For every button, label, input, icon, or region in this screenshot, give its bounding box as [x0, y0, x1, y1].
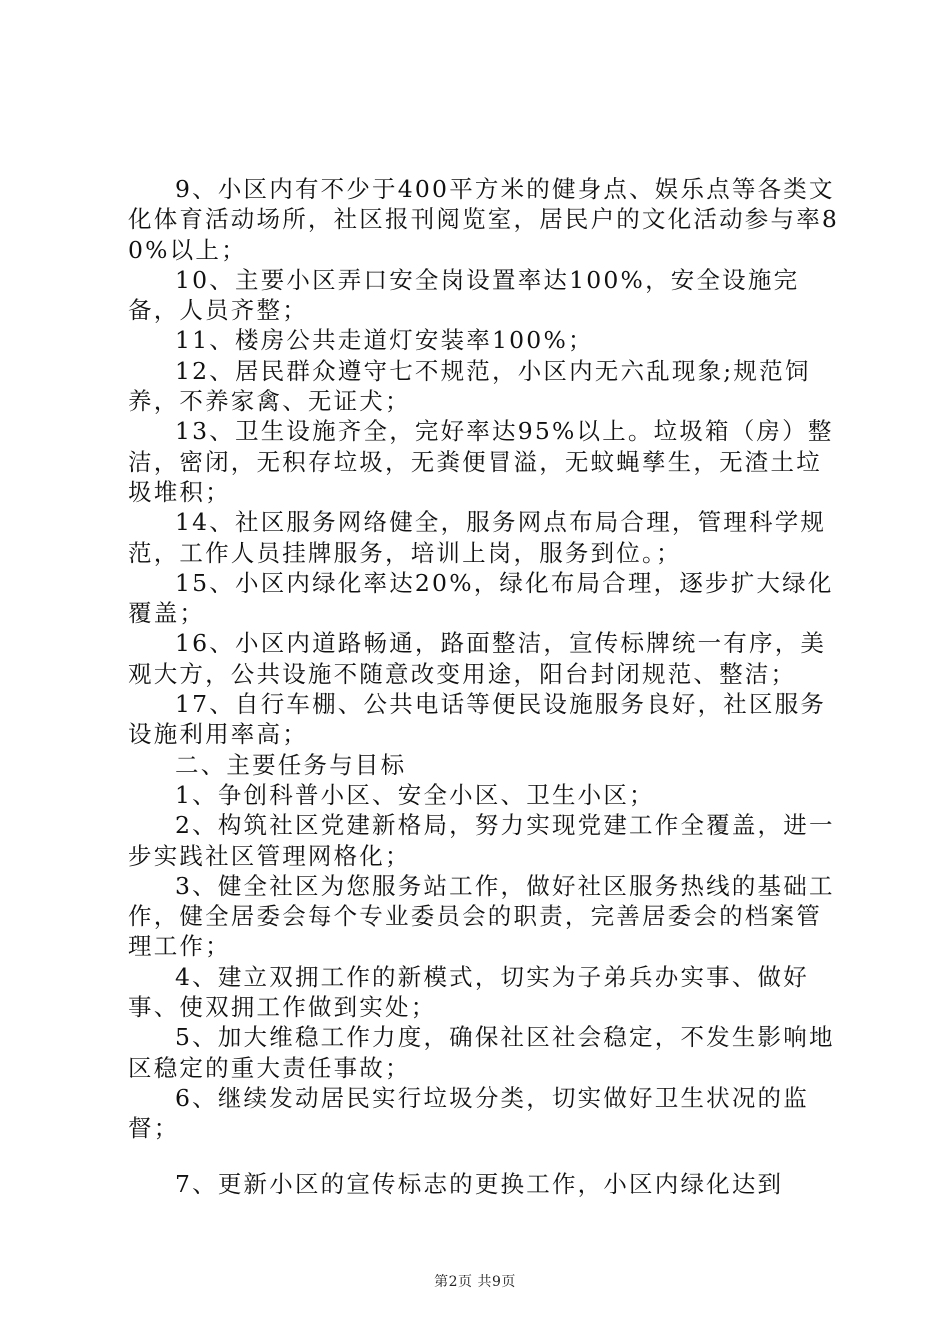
paragraph-spacer	[128, 1144, 840, 1169]
task-item-7: 7、更新小区的宣传标志的更换工作，小区内绿化达到	[175, 1169, 784, 1198]
paragraph-item-11: 11、楼房公共走道灯安装率100%；	[175, 326, 594, 355]
paragraph-item-15: 15、小区内绿化率达20%，绿化布局合理，逐步扩大绿化覆盖；	[128, 568, 834, 628]
document-body	[128, 174, 840, 1199]
paragraph-item-16: 16、小区内道路畅通，路面整洁，宣传标牌统一有序，美观大方，公共设施不随意改变用途，阳台封闭规范、整洁；	[128, 629, 827, 688]
paragraph-item-17: 17、自行车棚、公共电话等便民设施服务良好，社区服务设施利用率高；	[128, 690, 827, 749]
paragraph-item-10: 10、主要小区弄口安全岗设置率达100%，安全设施完备，人员齐整；	[128, 265, 800, 325]
task-item-2: 2、构筑社区党建新格局，努力实现党建工作全覆盖，进一步实践社区管理网格化；	[128, 811, 835, 870]
task-item-1: 1、争创科普小区、安全小区、卫生小区；	[175, 780, 655, 809]
paragraph-item-14: 14、社区服务网络健全，服务网点布局合理，管理科学规范，工作人员挂牌服务，培训上岗，服务到位。；	[128, 508, 827, 567]
task-item-3: 3、健全社区为您服务站工作，做好社区服务热线的基础工作，健全居委会每个专业委员会的职责，完善居委会的档案管理工作；	[128, 871, 835, 961]
task-item-5: 5、加大维稳工作力度，确保社区社会稳定，不发生影响地区稳定的重大责任事故；	[128, 1023, 835, 1082]
page-number-footer: 第2页 共9页	[434, 1274, 516, 1290]
paragraph-item-9: 9、小区内有不少于400平方米的健身点、娱乐点等各类文化体育活动场所，社区报刊阅览室，居民户的文化活动参与率80%以上；	[128, 175, 840, 264]
task-item-6: 6、继续发动居民实行垃圾分类，切实做好卫生状况的监督；	[128, 1083, 809, 1143]
task-item-4: 4、建立双拥工作的新模式，切实为子弟兵办实事、做好事、使双拥工作做到实处；	[128, 962, 809, 1022]
paragraph-item-13: 13、卫生设施齐全，完好率达95%以上。垃圾箱（房）整洁，密闭，无积存垃圾，无粪便冒溢，无蚊蝇孳生，无渣土垃圾堆积；	[128, 417, 834, 506]
paragraph-item-12: 12、居民群众遵守七不规范，小区内无六乱现象;规范饲养，不养家禽、无证犬；	[128, 356, 811, 416]
section-heading: 二、主要任务与目标	[175, 750, 407, 779]
